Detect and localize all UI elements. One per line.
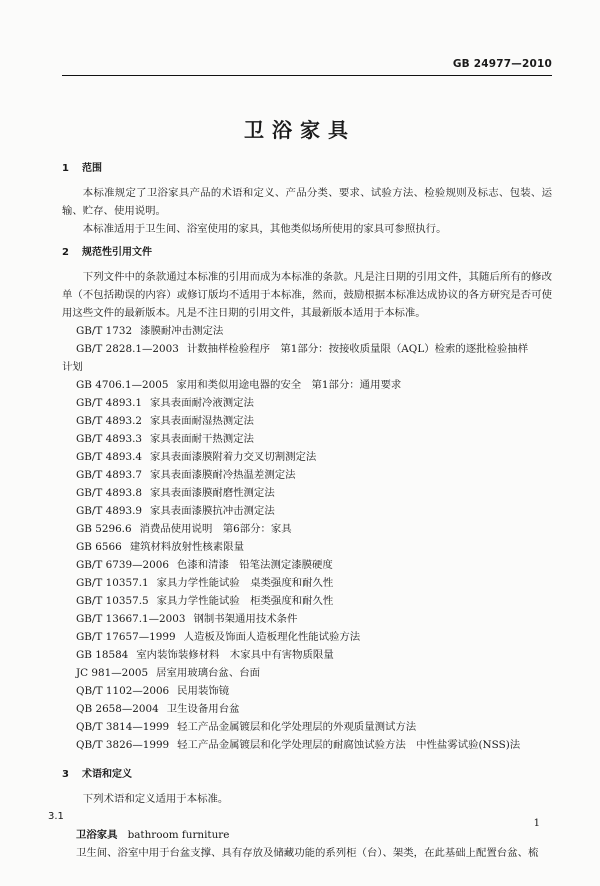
reference-item: GB/T 4893.4 家具表面漆膜附着力交叉切割测定法 (76, 451, 317, 463)
reference-item: JC 981—2005 居室用玻璃台盆、台面 (76, 667, 260, 679)
reference-item: GB/T 10357.1 家具力学性能试验 桌类强度和耐久性 (76, 577, 334, 589)
section-title: 规范性引用文件 (82, 247, 152, 258)
term-number: 3.1 (48, 811, 64, 822)
reference-item: QB 2658—2004 卫生设备用台盆 (76, 703, 240, 715)
reference-item: GB/T 4893.9 家具表面漆膜抗冲击测定法 (76, 505, 275, 517)
reference-item: GB/T 6739—2006 色漆和清漆 铅笔法测定漆膜硬度 (76, 559, 333, 571)
term-entry (62, 826, 552, 844)
term-chinese: 卫浴家具 (76, 829, 118, 841)
scope-paragraph: 本标准规定了卫浴家具产品的术语和定义、产品分类、要求、试验方法、检验规则及标志、包装、运输、贮存、使用说明。 (62, 187, 552, 217)
document-title: 卫浴家具 (244, 118, 356, 142)
reference-item: GB/T 4893.2 家具表面耐湿热测定法 (76, 415, 254, 427)
reference-item: GB/T 4893.8 家具表面漆膜耐磨性测定法 (76, 487, 275, 499)
reference-item: GB/T 17657—1999 人造板及饰面人造板理化性能试验方法 (76, 631, 361, 643)
reference-item: GB/T 4893.7 家具表面漆膜耐冷热温差测定法 (76, 469, 296, 481)
terms-intro: 下列术语和定义适用于本标准。 (82, 793, 229, 805)
scope-paragraph: 本标准适用于卫生间、浴室使用的家具，其他类似场所使用的家具可参照执行。 (82, 223, 447, 235)
reference-item: GB 5296.6 消费品使用说明 第6部分：家具 (76, 523, 292, 535)
reference-item: GB/T 2828.1—2003 计数抽样检验程序 第1部分：按接收质量限（AQL）检索的逐批检验抽样 (76, 343, 529, 355)
reference-item: GB 18584 室内装饰装修材料 木家具中有害物质限量 (76, 649, 334, 661)
header-rule (62, 75, 552, 76)
section-title: 范围 (82, 163, 102, 174)
reference-item: GB/T 13667.1—2003 钢制书架通用技术条件 (76, 613, 298, 625)
reference-item: GB 4706.1—2005 家用和类似用途电器的安全 第1部分：通用要求 (76, 379, 402, 391)
page-number: 1 (533, 818, 540, 829)
term-english: bathroom furniture (127, 829, 230, 841)
reference-item: GB/T 4893.3 家具表面耐干热测定法 (76, 433, 254, 445)
term-definition: 卫生间、浴室中用于台盆支撑、具有存放及储藏功能的系列柜（台）、架类，在此基础上配置台盆、梳 (76, 847, 539, 859)
section-3-heading (62, 766, 552, 784)
references-intro: 下列文件中的条款通过本标准的引用而成为本标准的条款。凡是注日期的引用文件，其随后所有的修改单（不包括勘误的内容）或修订版均不适用于本标准，然而，鼓励根据本标准达成协议的各方研究是否可使用这些文件的最新版本。凡是不注日期的引用文件，其最新版本适用于本标准。 (62, 271, 552, 319)
reference-item: GB 6566 建筑材料放射性核素限量 (76, 541, 244, 553)
reference-continuation: 计划 (62, 361, 83, 373)
section-1-heading (62, 160, 552, 178)
reference-item: QB/T 1102—2006 民用装饰镜 (76, 685, 230, 697)
section-number: 3 (62, 769, 69, 780)
document-body (48, 158, 552, 862)
reference-item: QB/T 3814—1999 轻工产品金属镀层和化学处理层的外观质量测试方法 (76, 721, 417, 733)
reference-item: GB/T 1732 漆膜耐冲击测定法 (76, 325, 224, 337)
section-2-heading (62, 244, 552, 262)
standard-number: GB 24977—2010 (452, 58, 552, 70)
section-title: 术语和定义 (82, 769, 132, 780)
section-number: 2 (62, 247, 69, 258)
section-number: 1 (62, 163, 69, 174)
reference-item: QB/T 3826—1999 轻工产品金属镀层和化学处理层的耐腐蚀试验方法 中性盐雾试验(NSS)法 (76, 739, 521, 751)
reference-item: GB/T 10357.5 家具力学性能试验 柜类强度和耐久性 (76, 595, 334, 607)
reference-item: GB/T 4893.1 家具表面耐冷液测定法 (76, 397, 254, 409)
